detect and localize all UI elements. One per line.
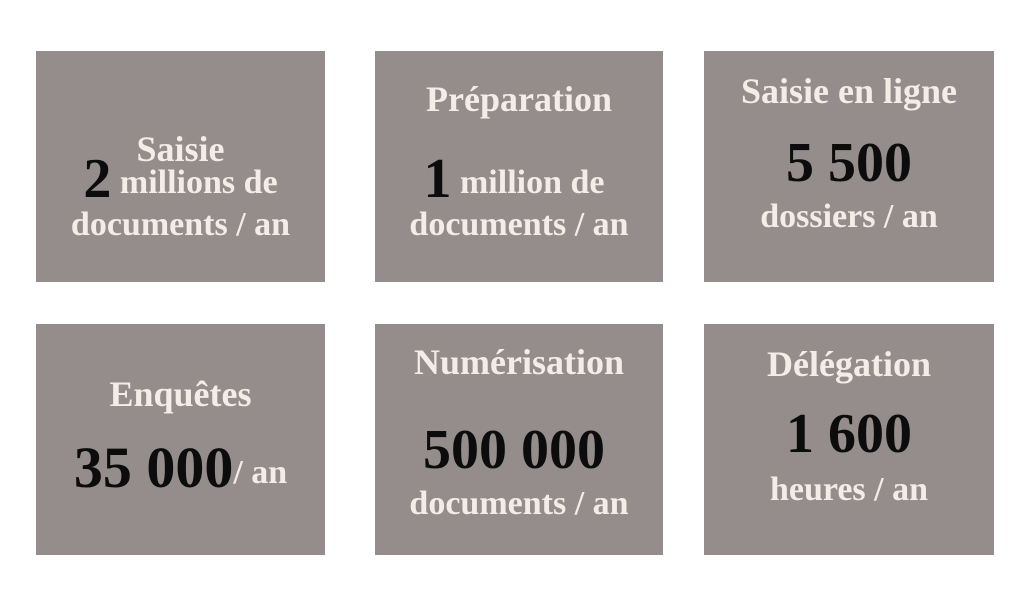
card-title: Numérisation (414, 342, 624, 382)
card-number: 35 000 (73, 435, 234, 500)
card-title: Préparation (426, 79, 612, 119)
card-unit-line: heures / an (769, 471, 929, 508)
card-numerisation (375, 324, 663, 555)
card-number: 5 500 (786, 132, 912, 194)
card-delegation (704, 324, 994, 555)
card-unit: millions de (111, 164, 278, 201)
card-number: 500 000 (423, 419, 605, 481)
card-unit-line: documents / an (70, 206, 291, 243)
card-unit-line: documents / an (409, 485, 629, 522)
card-unit: million de (451, 164, 605, 201)
card-stat-line (365, 148, 663, 210)
card-preparation (375, 51, 663, 282)
card-saisie-en-ligne (704, 51, 994, 282)
card-number: 1 (423, 148, 452, 210)
card-number: 1 600 (786, 403, 912, 465)
card-enquetes (36, 324, 325, 555)
card-saisie (36, 51, 325, 282)
card-title: Enquêtes (109, 374, 252, 414)
card-stat-line (36, 435, 325, 500)
card-number: 2 (83, 148, 112, 210)
card-title: Saisie (136, 129, 225, 169)
card-unit: / an (233, 454, 288, 491)
card-title: Délégation (767, 344, 931, 384)
card-title: Saisie en ligne (740, 71, 958, 111)
card-unit-line: documents / an (409, 206, 629, 243)
card-unit-line: dossiers / an (760, 198, 938, 235)
